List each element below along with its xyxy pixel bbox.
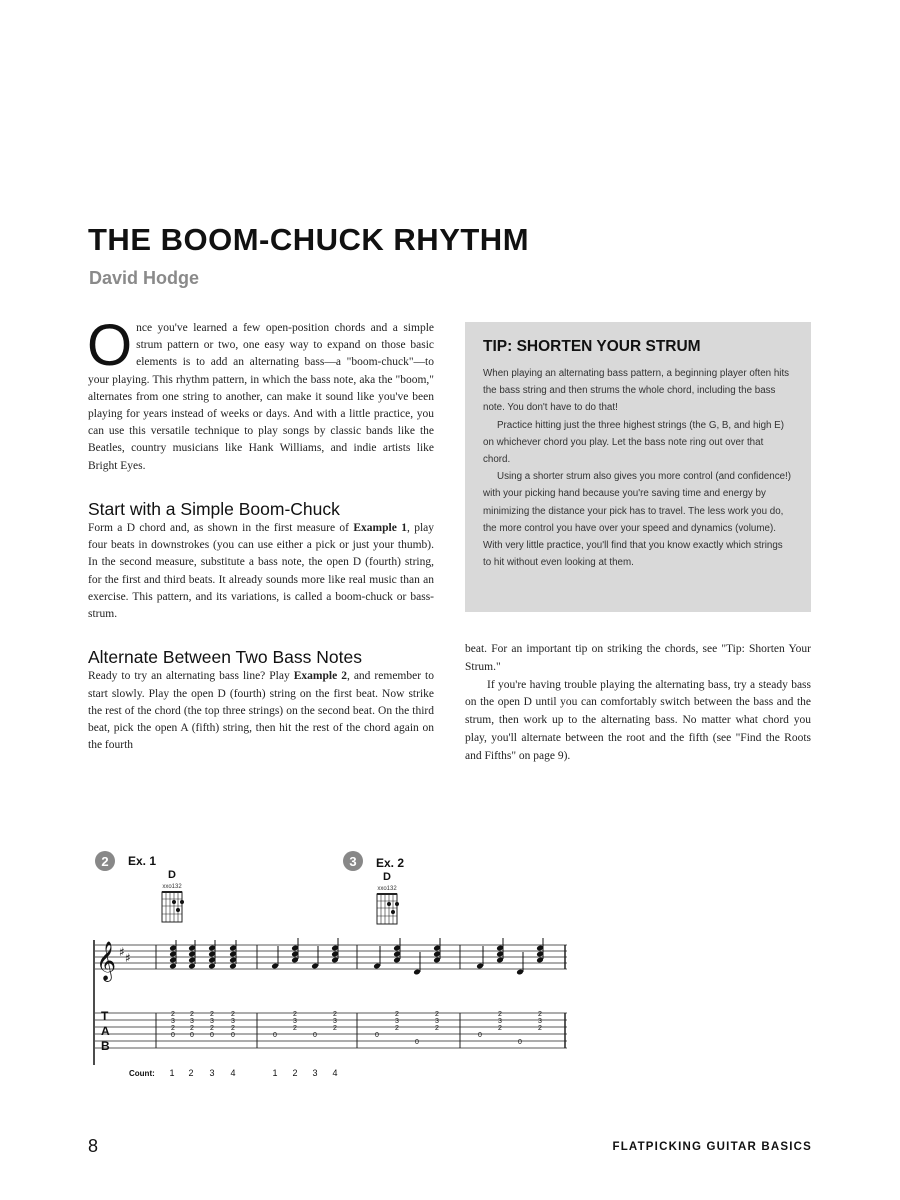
tab-fret-number: 2 [538, 1011, 542, 1018]
tab-fret-number: 2 [231, 1025, 235, 1032]
tab-fret-number: 0 [231, 1032, 235, 1039]
tab-fret-number: 2 [498, 1011, 502, 1018]
tab-fret-number: 3 [333, 1018, 337, 1025]
tab-fret-number: 3 [210, 1018, 214, 1025]
tab-fret-number: 2 [293, 1011, 297, 1018]
section2-text-a: Ready to try an alternating bass line? Play [88, 670, 294, 683]
tab-fret-number: 2 [435, 1025, 439, 1032]
tab-fret-number: 2 [333, 1011, 337, 1018]
tab-fret-number: 2 [231, 1011, 235, 1018]
ex2-label: Ex. 2 [376, 856, 405, 870]
tab-fret-number: 2 [395, 1011, 399, 1018]
count-number: 3 [209, 1068, 215, 1078]
tab-fret-number: 0 [375, 1032, 379, 1039]
example1-ref: Example 1 [353, 522, 407, 535]
tip-paragraph-2: Practice hitting just the three highest strings (the G, B, and high E) on whichever chord you play. Let the bass note ring out over that chord. [483, 419, 784, 466]
count-number: 2 [292, 1068, 298, 1078]
tab-fret-number: 0 [415, 1039, 419, 1046]
section1-text-a: Form a D chord and, as shown in the first measure of [88, 522, 354, 535]
count-number: 2 [188, 1068, 194, 1078]
count-label: Count: [129, 1069, 155, 1078]
tab-fret-number: 2 [171, 1025, 175, 1032]
tab-fret-number: 3 [395, 1018, 399, 1025]
continuation-paragraph-2: If you're having trouble playing the alternating bass, try a steady bass on the open D until you can comfortably switch between the bass and the strum, then work up to the alternating bass. No matter what chord you play, you'll alternate between the root and the fifth (see "Find the Roots and Fifths" on page 9). [465, 678, 811, 762]
tab-fret-number: 2 [210, 1011, 214, 1018]
tab-staff [95, 1013, 567, 1048]
key-signature-sharp-icon: ♯ [119, 945, 125, 959]
count-number: 1 [272, 1068, 278, 1078]
tab-fret-number: 0 [313, 1032, 317, 1039]
ex1-fingering: xxo132 [162, 884, 182, 890]
continuation-paragraph-1: beat. For an important tip on striking the chords, see "Tip: Shorten Your Strum." [465, 643, 811, 673]
count-row [169, 1068, 337, 1078]
running-footer: FLATPICKING GUITAR BASICS [612, 1141, 812, 1153]
section2-paragraph [88, 668, 434, 754]
ex2-chord-diagram [377, 894, 399, 924]
ex2-fingering: xxo132 [377, 886, 397, 892]
tab-fret-number: 2 [171, 1011, 175, 1018]
right-column [465, 641, 811, 766]
tip-paragraph-1: When playing an alternating bass pattern, a beginning player often hits the bass string and then strums the whole chord, including the bass note. You don't have to do that! [483, 368, 790, 414]
example2-ref: Example 2 [293, 670, 347, 683]
tab-fret-number: 3 [231, 1018, 235, 1025]
count-number: 3 [312, 1068, 318, 1078]
tab-fret-number: 2 [538, 1025, 542, 1032]
ex1-label: Ex. 1 [128, 854, 157, 868]
tab-fret-number: 2 [210, 1025, 214, 1032]
section2-text-b: , and remember to start slowly. Play the open D (fourth) string on the first beat. Now strike the rest of the chord (the top three strings) on the second beat. On the third beat, pick the open A (fifth) string, then hit the rest of the chord again on the fourth [88, 670, 434, 752]
ex1-track-number: 2 [101, 854, 109, 869]
tab-fret-number: 3 [171, 1018, 175, 1025]
section1-heading: Start with a Simple Boom-Chuck [88, 498, 340, 519]
tab-fret-number: 3 [435, 1018, 439, 1025]
tab-fret-number: 3 [190, 1018, 194, 1025]
section2-heading: Alternate Between Two Bass Notes [88, 647, 362, 668]
count-number: 4 [332, 1068, 338, 1078]
treble-clef-icon: 𝄞 [96, 941, 117, 981]
intro-text: nce you've learned a few open-position chords and a simple strum pattern or two, one easy way to expand on those basic elements is to add an alternating bass—a "boom-chuck"—to your playing. This rhythm pattern, in which the bass note, aka the "boom," alternates from one string to another, can make it sound like you've been playing for years instead of weeks or days. And with a little practice, you can use this versatile technique to play songs by classic bands like the Beatles, country musicians like Hank Williams, and indie artists like Bright Eyes. [88, 322, 434, 472]
ex2-chord-name: D [383, 871, 391, 883]
page-title: THE BOOM-CHUCK RHYTHM [88, 222, 530, 257]
drop-cap: O [87, 313, 133, 378]
tab-fret-number: 3 [293, 1018, 297, 1025]
tip-box [465, 322, 811, 612]
section1-paragraph [88, 520, 434, 623]
tab-fret-number: 0 [171, 1032, 175, 1039]
count-number: 4 [230, 1068, 236, 1078]
tab-fret-number: 2 [190, 1025, 194, 1032]
tab-fret-number: 2 [190, 1011, 194, 1018]
tab-fret-number: 2 [395, 1025, 399, 1032]
tip-title: TIP: SHORTEN YOUR STRUM [483, 338, 701, 355]
tab-fret-number: 2 [498, 1025, 502, 1032]
tab-letter-a: A [101, 1024, 110, 1038]
tab-fret-number: 0 [518, 1039, 522, 1046]
tab-fret-number: 3 [498, 1018, 502, 1025]
page-number: 8 [88, 1136, 99, 1156]
intro-paragraph [87, 313, 434, 475]
tab-fret-number: 0 [190, 1032, 194, 1039]
notation-staff [95, 945, 567, 969]
tab-barlines [156, 1013, 565, 1048]
section1-text-b: , play four beats in downstrokes (you can use either a pick or just your thumb). In the second measure, substitute a bass note, the open D (fourth) string, for the first and third beats. It already sounds more like real music than an exercise. This pattern, and its variations, is called a boom-chuck or bass-strum. [88, 522, 434, 621]
tab-fret-number: 2 [435, 1011, 439, 1018]
tab-fret-number: 2 [333, 1025, 337, 1032]
key-signature-sharp-icon: ♯ [125, 951, 131, 965]
author-name: David Hodge [89, 268, 200, 288]
ex1-chord-diagram [162, 892, 184, 922]
tab-letter-t: T [101, 1009, 109, 1023]
tab-letter-b: B [101, 1039, 110, 1053]
tip-paragraph-3: Using a shorter strum also gives you more control (and confidence!) with your picking hand because you're saving time and energy by minimizing the distance your pick has to travel. The less work you do, the more control you have over your speed and dynamics (volume). With very little practice, you'll find that you know exactly which strings to hit without even looking at them. [483, 471, 792, 569]
left-column [87, 313, 434, 754]
music-notation [85, 840, 575, 1090]
count-number: 1 [169, 1068, 175, 1078]
tab-fret-number: 0 [478, 1032, 482, 1039]
ex1-chord-name: D [168, 869, 176, 881]
tab-fret-number: 2 [293, 1025, 297, 1032]
tab-fret-number: 0 [210, 1032, 214, 1039]
tab-fret-number: 3 [538, 1018, 542, 1025]
ex2-track-number: 3 [349, 854, 357, 869]
tab-fret-number: 0 [273, 1032, 277, 1039]
